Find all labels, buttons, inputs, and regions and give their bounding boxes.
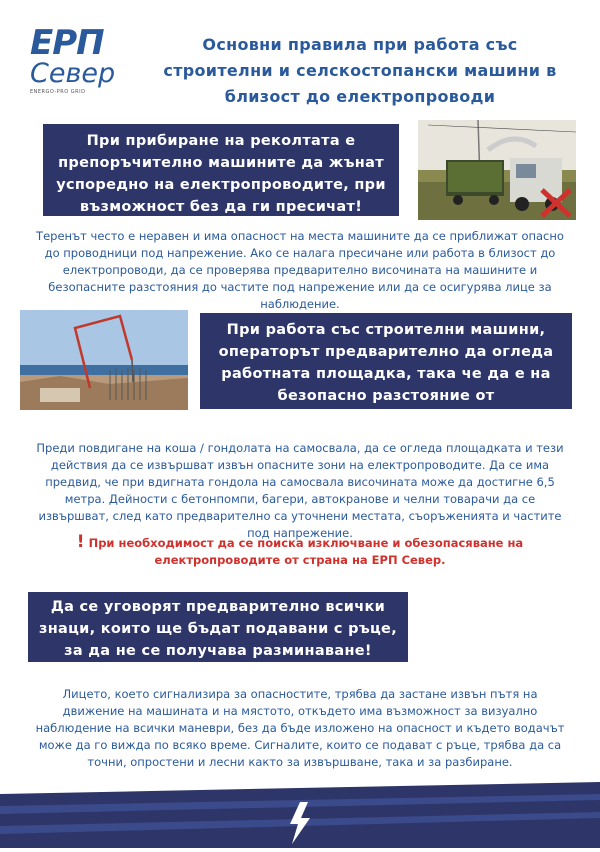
- concrete-pump-photo: [20, 310, 188, 410]
- exclamation-icon: !: [76, 532, 85, 552]
- hand-signals-rule-text: Лицето, което сигнализира за опасностите, трябва да застане извън пътя на движение на машината и на мястото, откъдето има възможност за визуално наблюдение на всички маневри, без да бъде изложено на опасност и където водачът може да го вижда по всяко време. Сигналите, които се подават с ръце, трябва да са точни, опростени и лесни както за извършване, така и за разбиране.: [35, 687, 565, 769]
- logo-tagline: ENERGO-PRO GRID: [30, 89, 86, 95]
- warning-text: При необходимост да се поиска изключване и обезопасяване на електропроводите от страна на ЕРП Север.: [88, 536, 524, 567]
- footer-stripes: [0, 772, 600, 848]
- page-title: Основни правила при работа със строителни и селскостопански машини в близост до електропроводи: [163, 35, 557, 106]
- harvest-rule-text: Теренът често е неравен и има опасност на места машините да се приближат опасно до проводници под напрежение. Ако се налага пресичане или работа в близост до електропроводи, да се проверява предварително височината на машините и безопасните разстояния до частите под напрежение или да се осигурява лице за наблюдение.: [36, 229, 564, 311]
- logo-main-text: ЕРП: [30, 23, 104, 63]
- construction-rule-text: Преди повдигане на коша / гондолата на самосвала, да се огледа площадката и тези действия да се извършват извън опасните зони на електропроводите. Да се има предвид, че при вдигната гондола на самосвала височината може да достигне 6,5 метра. Дейности с бетонпомпи, багери, автокранове и челни товарачи да се извършват, след като предварително са уточнени местата, съоръженията и частите под напрежение.: [36, 441, 564, 540]
- hand-signals-rule-box: Да се уговорят предварително всички знаци, които ще бъдат подавани с ръце, за да не се получава разминаване!: [28, 592, 408, 662]
- construction-rule-box: При работа със строителни машини, операторът предварително да огледа работната площадка, така че да е на безопасно разстояние от електропроводи!: [200, 313, 572, 409]
- company-logo: [30, 23, 140, 98]
- logo-sub-text: Север: [30, 58, 116, 89]
- harvester-truck-photo: [418, 120, 576, 220]
- warning-notice: [60, 534, 540, 569]
- harvest-rule-box: При прибиране на реколтата е препоръчително машините да жънат успоредно на електропроводите, при възможност без да ги пресичат!: [43, 124, 399, 216]
